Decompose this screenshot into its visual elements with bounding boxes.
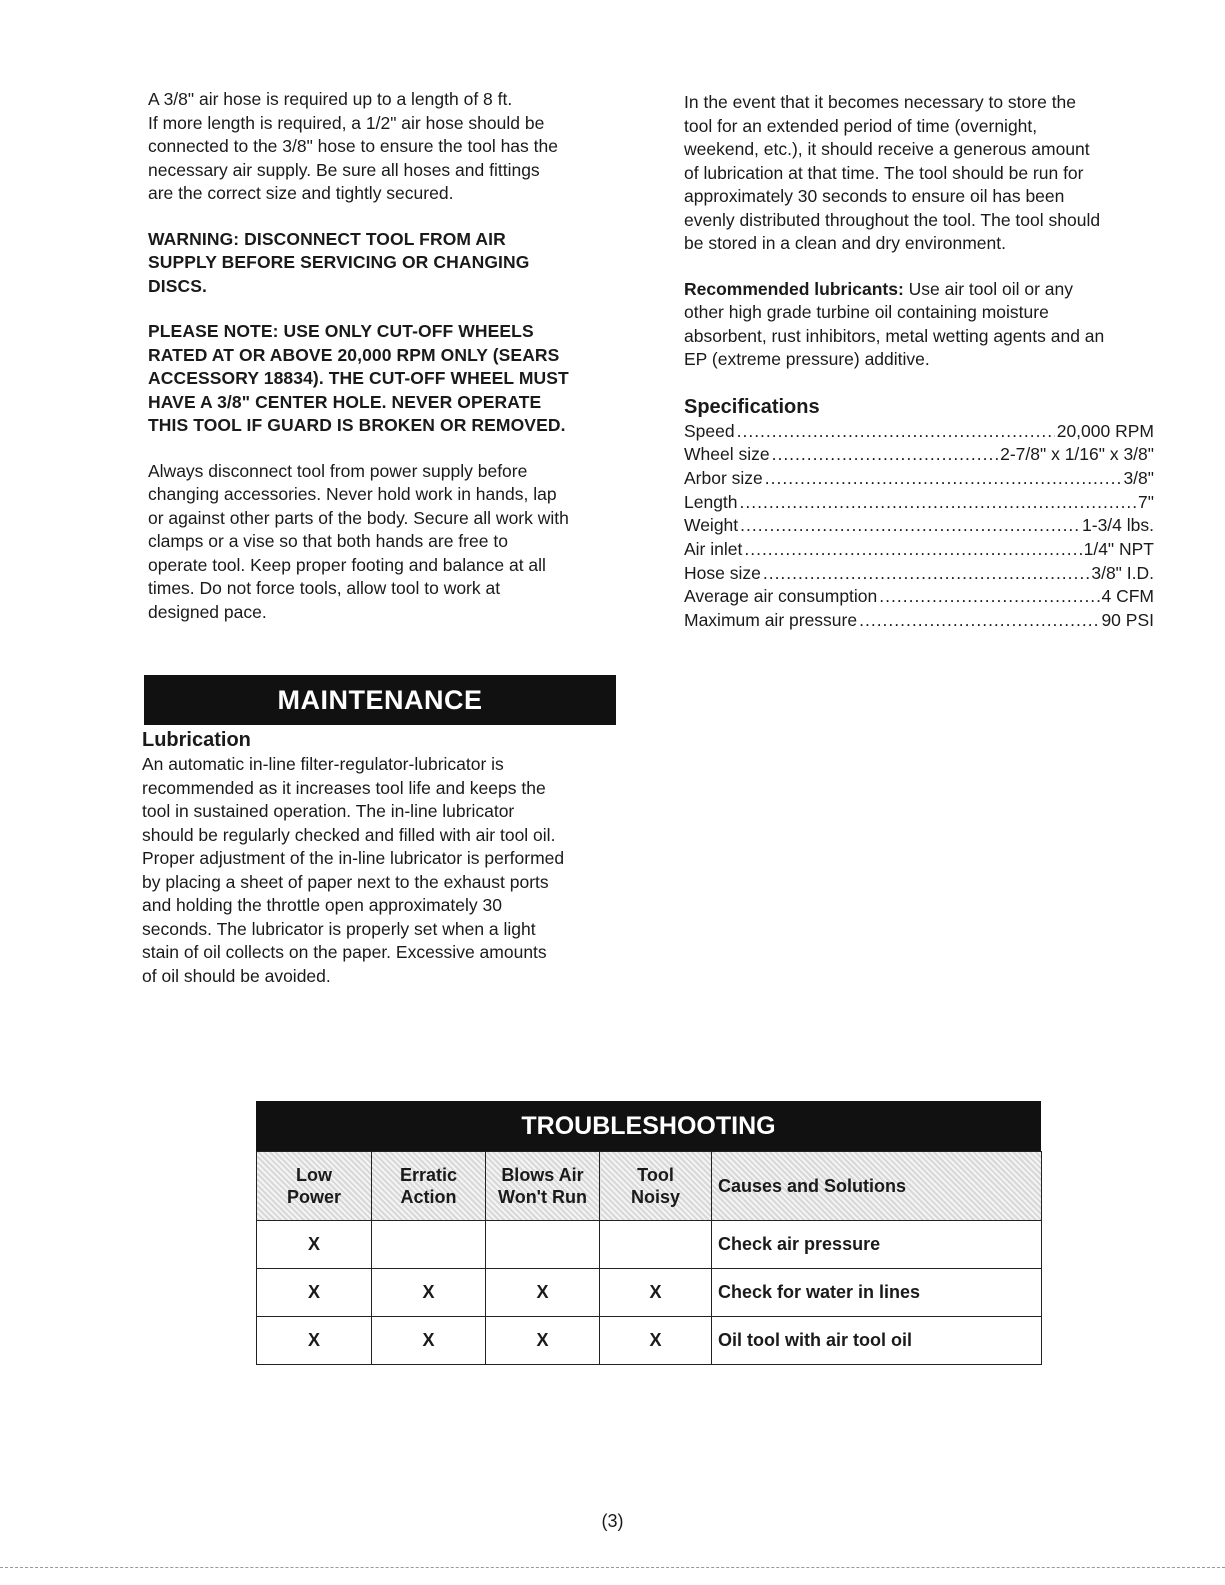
spec-value: 90 PSI	[1101, 610, 1154, 631]
bottom-rule	[0, 1567, 1225, 1568]
text-line: tool in sustained operation. The in-line lubricator	[142, 801, 515, 821]
mark-cell	[486, 1221, 600, 1269]
spec-row	[684, 609, 1154, 633]
text-line: weekend, etc.), it should receive a generous amount	[684, 139, 1090, 159]
text-line: In the event that it becomes necessary to store the	[684, 92, 1077, 112]
note-line: ACCESSORY 18834). THE CUT-OFF WHEEL MUST	[148, 368, 569, 388]
text-line: recommended as it increases tool life and keeps the	[142, 777, 546, 798]
header-low-power: Low Power	[257, 1152, 372, 1221]
text-line: should be regularly checked and filled with air tool oil.	[142, 824, 556, 845]
solution-cell: Check for water in lines	[712, 1269, 1042, 1317]
text-line: Proper adjustment of the in-line lubricator is performed	[142, 848, 565, 868]
text-line: approximately 30 seconds to ensure oil has been	[684, 186, 1065, 206]
spec-value: 20,000 RPM	[1056, 420, 1154, 441]
mark-cell: X	[257, 1269, 372, 1317]
text-line: Always disconnect tool from power supply before	[148, 460, 528, 481]
spec-label: Average air consumption	[684, 586, 878, 607]
safety-paragraph	[148, 460, 623, 625]
text-line: be stored in a clean and dry environment.	[684, 233, 1006, 253]
text-line	[684, 278, 1154, 302]
text-line: operate tool. Keep proper footing and balance at all	[148, 554, 546, 575]
right-column	[684, 91, 1154, 633]
table-header-row	[257, 1152, 1042, 1221]
dot-leader	[737, 420, 1055, 444]
spec-row	[684, 585, 1154, 609]
dot-leader	[765, 467, 1122, 491]
table-row	[257, 1317, 1042, 1365]
specifications-heading: Specifications	[684, 395, 820, 418]
lubrication-heading: Lubrication	[142, 729, 251, 751]
mark-cell: X	[600, 1317, 712, 1365]
text-line: evenly distributed throughout the tool. The tool should	[684, 209, 1101, 230]
troubleshooting-table	[256, 1151, 1042, 1365]
maintenance-section	[142, 727, 622, 988]
maintenance-heading: MAINTENANCE	[144, 675, 616, 725]
spec-value: 1-3/4 lbs.	[1082, 515, 1154, 536]
text-line: by placing a sheet of paper next to the exhaust ports	[142, 871, 549, 892]
note-line: PLEASE NOTE: USE ONLY CUT-OFF WHEELS	[148, 321, 534, 341]
spec-label: Speed	[684, 420, 735, 441]
spec-row	[684, 491, 1154, 515]
page-number: (3)	[601, 1511, 624, 1531]
mark-cell: X	[372, 1269, 486, 1317]
dot-leader	[859, 609, 1099, 633]
warning-line: DISCS.	[148, 275, 207, 296]
text-line: of oil should be avoided.	[142, 965, 331, 986]
spec-label: Hose size	[684, 562, 761, 583]
storage-paragraph	[684, 91, 1154, 256]
spec-label: Air inlet	[684, 539, 743, 560]
note-line: THIS TOOL IF GUARD IS BROKEN OR REMOVED.	[148, 415, 566, 435]
header-blows-air: Blows Air Won't Run	[486, 1152, 600, 1221]
header-causes-solutions: Causes and Solutions	[712, 1152, 1042, 1221]
text-line: If more length is required, a 1/2" air hose should be	[148, 112, 545, 133]
text-line: stain of oil collects on the paper. Excessive amounts	[142, 942, 547, 962]
left-column	[148, 88, 623, 624]
table-row	[257, 1269, 1042, 1317]
text-line: seconds. The lubricator is properly set when a light	[142, 918, 536, 939]
troubleshooting-heading: TROUBLESHOOTING	[256, 1101, 1041, 1151]
text-line: A 3/8" air hose is required up to a length of 8 ft.	[148, 89, 513, 109]
note-line: HAVE A 3/8" CENTER HOLE. NEVER OPERATE	[148, 391, 542, 412]
header-tool-noisy: Tool Noisy	[600, 1152, 712, 1221]
solution-cell: Oil tool with air tool oil	[712, 1317, 1042, 1365]
spec-row	[684, 443, 1154, 467]
spec-label: Weight	[684, 515, 739, 536]
text-line: tool for an extended period of time (overnight,	[684, 115, 1038, 136]
spec-label: Arbor size	[684, 467, 763, 488]
warning-paragraph	[148, 228, 623, 299]
text-line: EP (extreme pressure) additive.	[684, 349, 930, 369]
spec-label: Maximum air pressure	[684, 610, 858, 631]
dot-leader	[744, 538, 1081, 562]
warning-line: SUPPLY BEFORE SERVICING OR CHANGING	[148, 252, 530, 272]
text-line: absorbent, rust inhibitors, metal wetting agents and an	[684, 325, 1105, 346]
dot-leader	[763, 562, 1090, 586]
note-paragraph	[148, 320, 623, 438]
spec-value: 3/8"	[1123, 467, 1154, 488]
text-line: necessary air supply. Be sure all hoses and fittings	[148, 159, 540, 180]
warning-line: WARNING: DISCONNECT TOOL FROM AIR	[148, 228, 506, 249]
text-line: changing accessories. Never hold work in hands, lap	[148, 484, 557, 504]
mark-cell: X	[257, 1317, 372, 1365]
mark-cell: X	[486, 1317, 600, 1365]
spec-value: 4 CFM	[1101, 586, 1154, 607]
text-line: of lubrication at that time. The tool should be run for	[684, 162, 1084, 183]
text-line: designed pace.	[148, 601, 267, 622]
dot-leader	[740, 491, 1137, 515]
spec-row	[684, 514, 1154, 538]
text-line: clamps or a vise so that both hands are free to	[148, 531, 508, 551]
spec-row	[684, 467, 1154, 491]
text-line: and holding the throttle open approximately 30	[142, 895, 502, 915]
header-erratic-action: Erratic Action	[372, 1152, 486, 1221]
dot-leader	[772, 443, 999, 467]
text-line: are the correct size and tightly secured.	[148, 183, 454, 203]
table-row	[257, 1221, 1042, 1269]
mark-cell: X	[372, 1317, 486, 1365]
mark-cell: X	[486, 1269, 600, 1317]
text-line: times. Do not force tools, allow tool to work at	[148, 578, 501, 598]
lubricants-label: Recommended lubricants:	[684, 278, 904, 299]
lubricants-text: Use air tool oil or any	[903, 278, 1074, 299]
troubleshooting-section	[256, 1101, 1041, 1365]
spec-row	[684, 420, 1154, 444]
mark-cell: X	[257, 1221, 372, 1269]
specifications-list	[684, 420, 1154, 633]
mark-cell	[600, 1221, 712, 1269]
spec-label: Length	[684, 491, 738, 512]
spec-row	[684, 562, 1154, 586]
spec-value: 7"	[1138, 491, 1154, 512]
text-line: connected to the 3/8" hose to ensure the tool has the	[148, 136, 558, 156]
spec-row	[684, 538, 1154, 562]
hose-paragraph	[148, 88, 623, 206]
mark-cell: X	[600, 1269, 712, 1317]
dot-leader	[879, 585, 1099, 609]
spec-value: 2-7/8" x 1/16" x 3/8"	[1000, 444, 1154, 465]
text-line: or against other parts of the body. Secure all work with	[148, 507, 569, 528]
text-line: other high grade turbine oil containing moisture	[684, 302, 1049, 322]
dot-leader	[740, 514, 1080, 538]
note-line: RATED AT OR ABOVE 20,000 RPM ONLY (SEARS	[148, 344, 560, 365]
lubricants-paragraph	[684, 278, 1154, 372]
spec-value: 1/4" NPT	[1083, 539, 1154, 560]
solution-cell: Check air pressure	[712, 1221, 1042, 1269]
spec-label: Wheel size	[684, 444, 770, 465]
text-line: An automatic in-line filter-regulator-lubricator is	[142, 754, 504, 774]
mark-cell	[372, 1221, 486, 1269]
spec-value: 3/8" I.D.	[1091, 562, 1154, 583]
